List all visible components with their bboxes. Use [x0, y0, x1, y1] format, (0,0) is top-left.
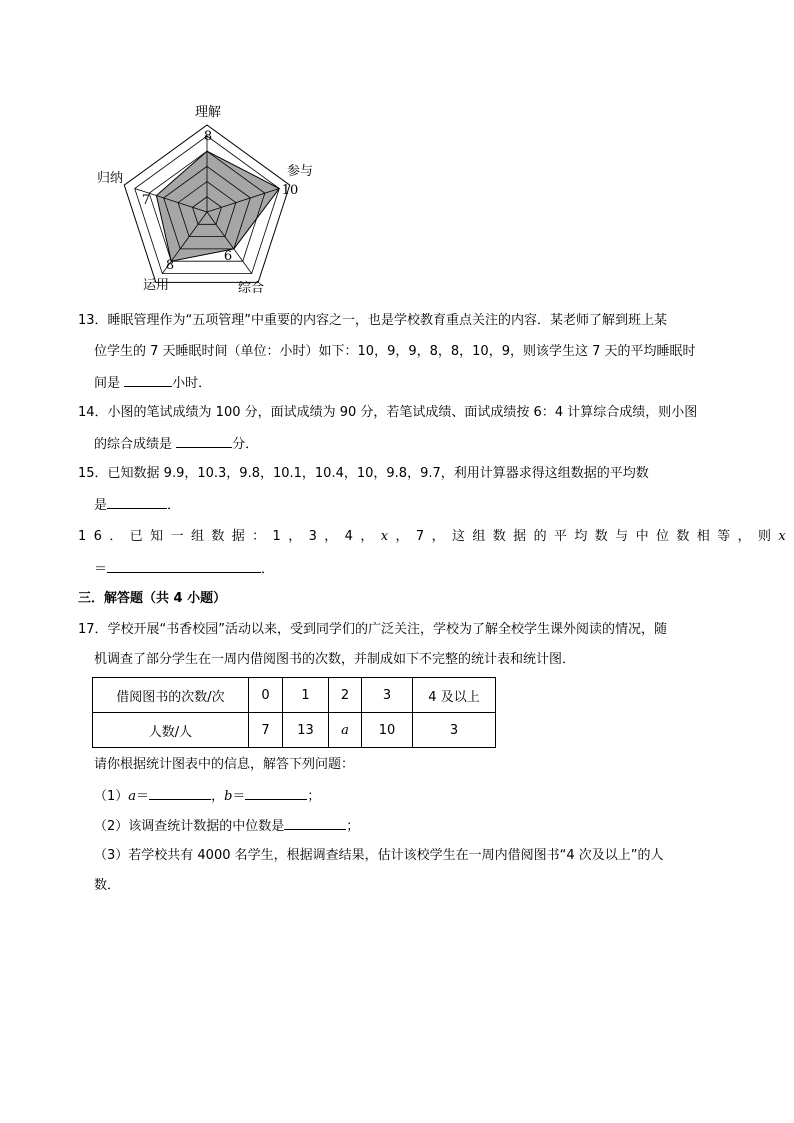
q16-var-x-end: x: [778, 529, 794, 544]
q13-line3-post: 小时．: [172, 376, 212, 391]
q14-line1: 14．小图的笔试成绩为 100 分，面试成绩为 90 分，若笔试成绩、面试成绩按 6：4 计算综合成绩，则小图: [78, 405, 698, 420]
q13-line3: [94, 372, 211, 394]
radar-axis-label: 理解: [194, 105, 222, 120]
q16-answer-blank[interactable]: [107, 558, 261, 573]
q17-var-a: a: [128, 789, 137, 804]
table-header-row: [93, 678, 496, 713]
table-row: [93, 713, 496, 748]
stats-table: [92, 677, 496, 748]
table-cell: 0: [249, 678, 283, 713]
table-cell: 7: [249, 713, 283, 748]
q15-line2: [94, 494, 180, 516]
q17-median-blank[interactable]: [284, 815, 346, 830]
q17-p2-pre: （2）该调查统计数据的中位数是: [94, 819, 285, 834]
table-cell: 3: [413, 713, 496, 748]
q17-answer-a-blank[interactable]: [149, 785, 211, 800]
radar-axis-label: 归纳: [96, 171, 124, 186]
table-cell: 2: [329, 678, 362, 713]
q17-var-b: b: [224, 789, 233, 804]
radar-value-label: 10: [281, 183, 299, 198]
q15-line2-post: ．: [167, 498, 181, 513]
q13-line2: 位学生的 7 天睡眠时间（单位：小时）如下：10，9，9，8，8，10，9，则该学生这 7 天的平均睡眠时: [94, 344, 696, 359]
q15-line2-pre: 是: [94, 498, 108, 513]
radar-axis-label: 参与: [286, 164, 314, 179]
q17-p1-end: ；: [307, 789, 321, 804]
q13-line3-pre: 间是: [94, 376, 125, 391]
table-cell: 借阅图书的次数/次: [93, 678, 249, 713]
q17-line2: 机调查了部分学生在一周内借阅图书的次数，并制成如下不完整的统计表和统计图．: [94, 652, 576, 667]
q17-part3-line2: 数．: [94, 878, 121, 893]
q17-p1-eq2: ＝: [232, 789, 246, 804]
q17-answer-b-blank[interactable]: [245, 785, 307, 800]
q14-line2: [94, 433, 258, 455]
radar-axis-label: 运用: [142, 278, 170, 293]
table-cell: 1: [283, 678, 329, 713]
table-cell: 人数/人: [93, 713, 249, 748]
q14-line2-post: 分．: [232, 437, 259, 452]
q16-line2-pre: ＝: [94, 562, 108, 577]
q17-p1-pre: （1）: [94, 789, 129, 804]
radar-value-label: 8: [203, 129, 213, 144]
radar-axis-label: 综合: [237, 281, 265, 296]
q17-prompt: 请你根据统计图表中的信息，解答下列问题：: [94, 757, 355, 772]
q16-line2-post: ．: [261, 562, 275, 577]
radar-svg: [80, 96, 340, 300]
q16-line1-post: ，7，这组数据的平均数与中位数相等，则: [395, 529, 779, 544]
q16-var-x: x: [380, 529, 396, 544]
q14-answer-blank[interactable]: [176, 433, 232, 448]
q16-line1-text: 16．已知一组数据：1，3，4，: [78, 529, 381, 544]
q13-answer-blank[interactable]: [124, 372, 172, 387]
radar-value-label: 6: [223, 249, 233, 264]
q17-part2: [94, 815, 359, 837]
q17-part3-line1: （3）若学校共有 4000 名学生，根据调查结果，估计该校学生在一周内借阅图书“4 次及以上”的人: [94, 848, 664, 863]
table-cell: 3: [362, 678, 413, 713]
q17-p1-comma: ，: [211, 789, 225, 804]
table-cell: 10: [362, 713, 413, 748]
q15-line1: 15．已知数据 9.9，10.3，9.8，10.1，10.4，10，9.8，9.7，利用计算器求得这组数据的平均数: [78, 466, 649, 481]
q15-answer-blank[interactable]: [107, 494, 167, 509]
radar-value-label: 7: [141, 193, 151, 208]
q17-line1: 17．学校开展“书香校园”活动以来，受到同学们的广泛关注，学校为了解全校学生课外阅读的情况，随: [78, 622, 668, 637]
q16-line2: [94, 558, 274, 580]
q17-p2-end: ；: [346, 819, 360, 834]
q17-p1-eq1: ＝: [136, 789, 150, 804]
q17-part1: [94, 785, 320, 807]
section-3-title: 三．解答题（共 4 小题）: [78, 591, 227, 606]
table-cell: 4 及以上: [413, 678, 496, 713]
radar-chart: [80, 96, 340, 300]
q14-line2-pre: 的综合成绩是: [94, 437, 177, 452]
q13-line1: 13．睡眠管理作为“五项管理”中重要的内容之一，也是学校教育重点关注的内容．某老师了解到班上某: [78, 313, 668, 328]
table-cell: 13: [283, 713, 329, 748]
table-cell: a: [329, 713, 362, 748]
radar-value-label: 8: [165, 258, 175, 273]
q16-line1: [78, 527, 793, 547]
